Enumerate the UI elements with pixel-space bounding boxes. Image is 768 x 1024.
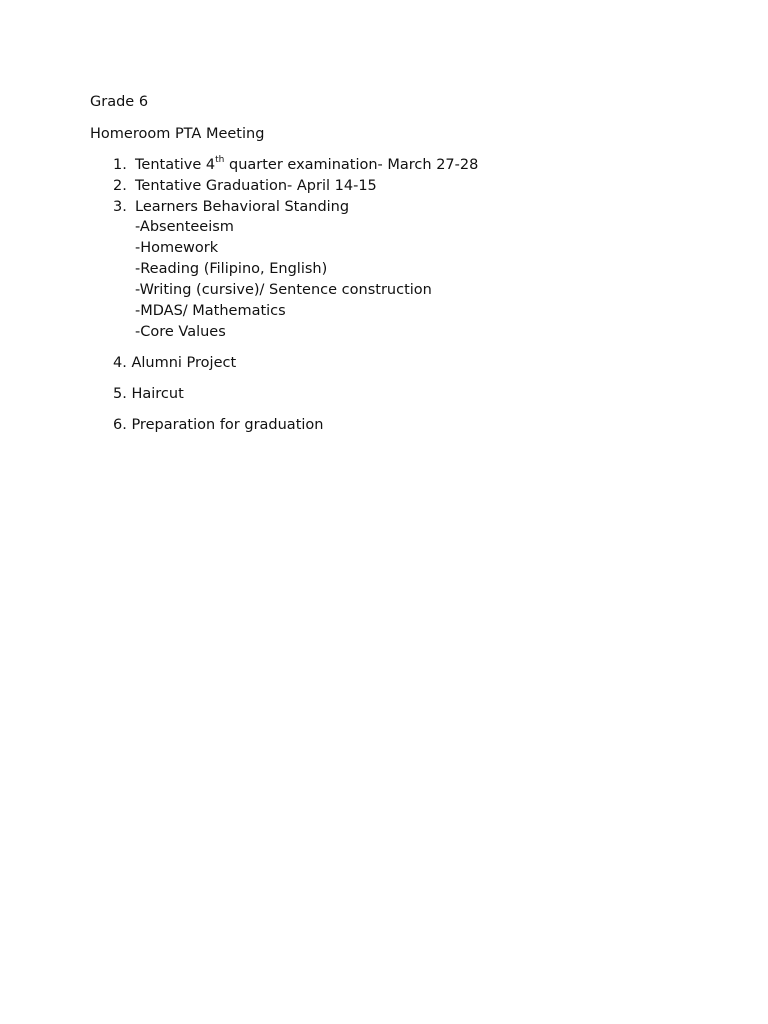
sub-item: -Writing (cursive)/ Sentence construction	[135, 282, 432, 298]
list-item: 5. Haircut	[113, 386, 184, 402]
meeting-title: Homeroom PTA Meeting	[90, 126, 265, 142]
grade-heading: Grade 6	[90, 94, 149, 110]
sub-item: -Homework	[135, 240, 219, 256]
list-item-number: 3.	[113, 199, 127, 215]
list-item: 6. Preparation for graduation	[113, 417, 324, 433]
list-item-number: 1.	[113, 157, 127, 173]
list-item-text	[135, 155, 479, 173]
list-item-text-part: Tentative 4	[135, 157, 216, 173]
list-item-text: Tentative Graduation- April 14-15	[135, 178, 377, 194]
sub-item: -Core Values	[135, 324, 226, 340]
list-item: 4. Alumni Project	[113, 355, 237, 371]
sub-item: -Absenteeism	[135, 219, 234, 235]
list-item-text-part: quarter examination- March 27-28	[224, 157, 479, 173]
ordinal-superscript: th	[215, 155, 225, 165]
list-item-text: Learners Behavioral Standing	[135, 199, 350, 215]
sub-item: -Reading (Filipino, English)	[135, 261, 328, 277]
list-item-number: 2.	[113, 178, 127, 194]
sub-item: -MDAS/ Mathematics	[135, 303, 286, 319]
